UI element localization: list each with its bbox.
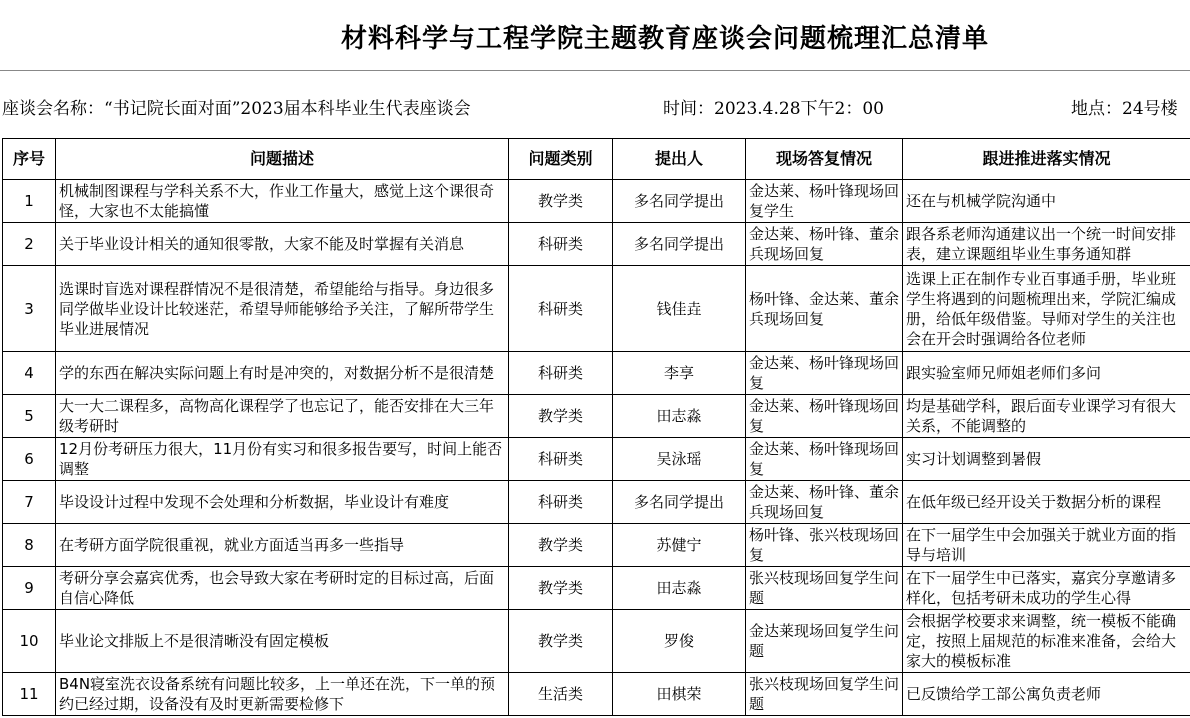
issue-category: 生活类	[509, 673, 613, 716]
issue-description: 毕设设计过程中发现不会处理和分析数据，毕业设计有难度	[56, 481, 509, 524]
issue-proposer: 罗俊	[613, 610, 746, 673]
issue-proposer: 田志淼	[613, 395, 746, 438]
table-header-row	[3, 139, 1190, 180]
header-category: 问题类别	[509, 139, 613, 180]
issue-description: 关于毕业设计相关的通知很零散，大家不能及时掌握有关消息	[56, 223, 509, 266]
row-number: 3	[3, 266, 56, 352]
table-row	[3, 266, 1190, 352]
issue-description: B4N寝室洗衣设备系统有问题比较多，上一单还在洗，下一单的预约已经过期，设备没有及时更新需要检修下	[56, 673, 509, 716]
header-reply: 现场答复情况	[746, 139, 903, 180]
issue-category: 科研类	[509, 438, 613, 481]
issue-description: 选课时盲选对课程群情况不是很清楚，希望能给与指导。身边很多同学做毕业设计比较迷茫，希望导师能够给予关注，了解所带学生毕业进展情况	[56, 266, 509, 352]
follow-up: 均是基础学科，跟后面专业课学习有很大关系，不能调整的	[903, 395, 1190, 438]
follow-up: 实习计划调整到暑假	[903, 438, 1190, 481]
table-row	[3, 567, 1190, 610]
onsite-reply: 金达莱、杨叶锋现场回复	[746, 438, 903, 481]
header-desc: 问题描述	[56, 139, 509, 180]
follow-up: 在下一届学生中已落实，嘉宾分享邀请多样化，包括考研未成功的学生心得	[903, 567, 1190, 610]
issue-description: 大一大二课程多，高物高化课程学了也忘记了，能否安排在大三年级考研时	[56, 395, 509, 438]
document-title: 材料科学与工程学院主题教育座谈会问题梳理汇总清单	[340, 24, 989, 54]
issue-proposer: 田棋荣	[613, 673, 746, 716]
table-row	[3, 481, 1190, 524]
row-number: 6	[3, 438, 56, 481]
table-row	[3, 610, 1190, 673]
follow-up: 选课上正在制作专业百事通手册，毕业班学生将遇到的问题梳理出来，学院汇编成册，给低年级借鉴。导师对学生的关注也会在开会时强调给各位老师	[903, 266, 1190, 352]
issue-proposer: 多名同学提出	[613, 481, 746, 524]
issue-category: 教学类	[509, 610, 613, 673]
issue-proposer: 钱佳垚	[613, 266, 746, 352]
issue-category: 教学类	[509, 395, 613, 438]
meeting-time: 时间：2023.4.28下午2：00	[663, 99, 884, 119]
onsite-reply: 金达莱、杨叶锋现场回复	[746, 352, 903, 395]
issue-category: 科研类	[509, 481, 613, 524]
table-row	[3, 180, 1190, 223]
issue-category: 教学类	[509, 567, 613, 610]
row-number: 4	[3, 352, 56, 395]
issue-proposer: 苏健宁	[613, 524, 746, 567]
follow-up: 在低年级已经开设关于数据分析的课程	[903, 481, 1190, 524]
issue-description: 毕业论文排版上不是很清晰没有固定模板	[56, 610, 509, 673]
row-number: 8	[3, 524, 56, 567]
onsite-reply: 张兴枝现场回复学生问题	[746, 567, 903, 610]
table-row	[3, 673, 1190, 716]
follow-up: 已反馈给学工部公寓负责老师	[903, 673, 1190, 716]
follow-up: 会根据学校要求来调整，统一模板不能确定，按照上届规范的标准来准备，会给大家大的模板标准	[903, 610, 1190, 673]
row-number: 9	[3, 567, 56, 610]
follow-up: 还在与机械学院沟通中	[903, 180, 1190, 223]
onsite-reply: 金达莱、杨叶锋、董余兵现场回复	[746, 223, 903, 266]
row-number: 7	[3, 481, 56, 524]
issue-category: 科研类	[509, 223, 613, 266]
onsite-reply: 张兴枝现场回复学生问题	[746, 673, 903, 716]
row-number: 1	[3, 180, 56, 223]
onsite-reply: 金达莱现场回复学生问题	[746, 610, 903, 673]
table-row	[3, 223, 1190, 266]
row-number: 11	[3, 673, 56, 716]
follow-up: 跟各系老师沟通建议出一个统一时间安排表，建立课题组毕业生事务通知群	[903, 223, 1190, 266]
issue-category: 科研类	[509, 266, 613, 352]
issue-category: 科研类	[509, 352, 613, 395]
issue-category: 教学类	[509, 524, 613, 567]
onsite-reply: 金达莱、杨叶锋现场回复	[746, 395, 903, 438]
issue-proposer: 李享	[613, 352, 746, 395]
meeting-name: 座谈会名称：“书记院长面对面”2023届本科毕业生代表座谈会	[2, 99, 471, 119]
table-row	[3, 438, 1190, 481]
row-number: 2	[3, 223, 56, 266]
issue-description: 12月份考研压力很大，11月份有实习和很多报告要写，时间上能否调整	[56, 438, 509, 481]
issue-proposer: 多名同学提出	[613, 180, 746, 223]
table-row	[3, 352, 1190, 395]
issue-table	[2, 138, 1190, 716]
row-number: 10	[3, 610, 56, 673]
onsite-reply: 杨叶锋、金达莱、董余兵现场回复	[746, 266, 903, 352]
follow-up: 在下一届学生中会加强关于就业方面的指导与培训	[903, 524, 1190, 567]
issue-description: 学的东西在解决实际问题上有时是冲突的，对数据分析不是很清楚	[56, 352, 509, 395]
header-proposer: 提出人	[613, 139, 746, 180]
row-number: 5	[3, 395, 56, 438]
follow-up: 跟实验室师兄师姐老师们多问	[903, 352, 1190, 395]
issue-proposer: 田志淼	[613, 567, 746, 610]
table-row	[3, 524, 1190, 567]
issue-description: 机械制图课程与学科关系不大，作业工作量大，感觉上这个课很奇怪，大家也不太能搞懂	[56, 180, 509, 223]
table-row	[3, 395, 1190, 438]
onsite-reply: 金达莱、杨叶锋现场回复学生	[746, 180, 903, 223]
issue-category: 教学类	[509, 180, 613, 223]
onsite-reply: 金达莱、杨叶锋、董余兵现场回复	[746, 481, 903, 524]
issue-description: 在考研方面学院很重视，就业方面适当再多一些指导	[56, 524, 509, 567]
meeting-place: 地点：24号楼	[1071, 99, 1178, 119]
issue-description: 考研分享会嘉宾优秀，也会导致大家在考研时定的目标过高，后面自信心降低	[56, 567, 509, 610]
header-no: 序号	[3, 139, 56, 180]
divider	[0, 70, 1190, 71]
onsite-reply: 杨叶锋、张兴枝现场回复	[746, 524, 903, 567]
issue-proposer: 吴泳瑶	[613, 438, 746, 481]
issue-proposer: 多名同学提出	[613, 223, 746, 266]
header-follow: 跟进推进落实情况	[903, 139, 1190, 180]
